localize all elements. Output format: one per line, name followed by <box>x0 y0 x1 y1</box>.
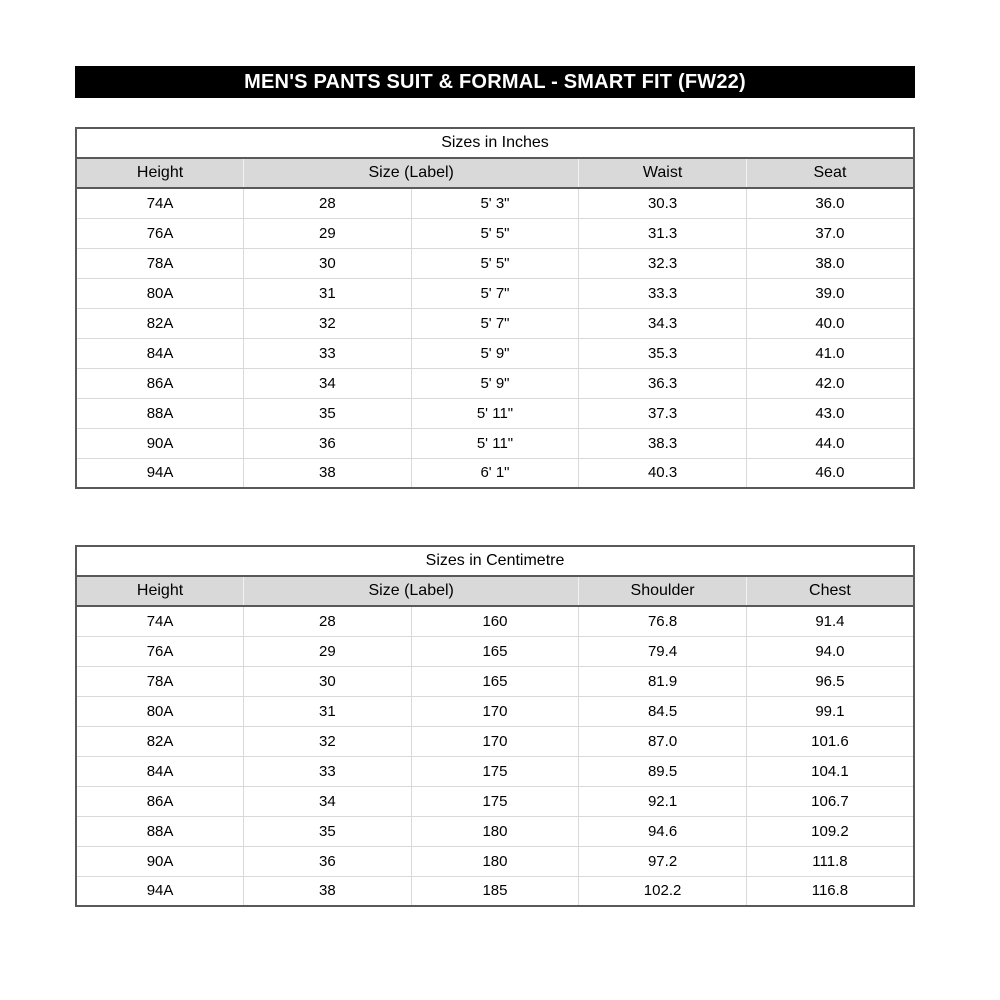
table-cell: 5' 11" <box>411 428 579 458</box>
table-cell: 33 <box>244 338 412 368</box>
table-cell: 42.0 <box>746 368 914 398</box>
table-row <box>76 278 914 308</box>
table-cell: 35 <box>244 816 412 846</box>
table-cell: 82A <box>76 308 244 338</box>
table-title: Sizes in Inches <box>76 128 914 158</box>
table-cell: 84A <box>76 338 244 368</box>
table-cell: 109.2 <box>746 816 914 846</box>
table-cell: 36 <box>244 846 412 876</box>
table-title-row <box>76 546 914 576</box>
table-cell: 44.0 <box>746 428 914 458</box>
table-title-row <box>76 128 914 158</box>
table-row <box>76 368 914 398</box>
column-header-shoulder: Shoulder <box>579 576 747 606</box>
table-cell: 170 <box>411 726 579 756</box>
table-cell: 97.2 <box>579 846 747 876</box>
table-cell: 185 <box>411 876 579 906</box>
table-cell: 5' 9" <box>411 338 579 368</box>
column-header-size-label: Size (Label) <box>244 576 579 606</box>
table-cell: 88A <box>76 816 244 846</box>
table-cell: 76A <box>76 636 244 666</box>
table-cell: 165 <box>411 636 579 666</box>
table-cell: 94.0 <box>746 636 914 666</box>
table-row <box>76 756 914 786</box>
table-row <box>76 726 914 756</box>
table-cell: 78A <box>76 248 244 278</box>
table-cell: 180 <box>411 846 579 876</box>
table-cell: 28 <box>244 188 412 218</box>
table-cell: 84.5 <box>579 696 747 726</box>
table-cell: 106.7 <box>746 786 914 816</box>
table-cell: 90A <box>76 846 244 876</box>
column-header-seat: Seat <box>746 158 914 188</box>
table-row <box>76 876 914 906</box>
table-cell: 38.0 <box>746 248 914 278</box>
table-cell: 37.0 <box>746 218 914 248</box>
table-cell: 79.4 <box>579 636 747 666</box>
table-cell: 92.1 <box>579 786 747 816</box>
table-cell: 5' 3" <box>411 188 579 218</box>
table-cell: 38.3 <box>579 428 747 458</box>
table-cell: 30 <box>244 666 412 696</box>
table-cell: 175 <box>411 786 579 816</box>
table-cell: 41.0 <box>746 338 914 368</box>
table-cell: 80A <box>76 278 244 308</box>
table-cell: 180 <box>411 816 579 846</box>
table-cell: 81.9 <box>579 666 747 696</box>
table-cell: 160 <box>411 606 579 636</box>
table-cell: 43.0 <box>746 398 914 428</box>
table-cell: 33.3 <box>579 278 747 308</box>
table-cell: 39.0 <box>746 278 914 308</box>
column-header-waist: Waist <box>579 158 747 188</box>
table-cell: 94.6 <box>579 816 747 846</box>
table-cell: 38 <box>244 458 412 488</box>
table-cell: 99.1 <box>746 696 914 726</box>
table-cell: 170 <box>411 696 579 726</box>
table-cell: 40.0 <box>746 308 914 338</box>
table-cell: 36 <box>244 428 412 458</box>
table-cell: 31 <box>244 278 412 308</box>
table-cell: 36.3 <box>579 368 747 398</box>
table-cell: 76A <box>76 218 244 248</box>
table-cell: 74A <box>146 612 174 630</box>
table-cell: 94A <box>76 458 244 488</box>
table-cell: 88A <box>76 398 244 428</box>
table-cell: 30 <box>244 248 412 278</box>
chart-title-banner <box>75 66 915 98</box>
table-cell: 87.0 <box>579 726 747 756</box>
table-row <box>76 218 914 248</box>
column-header-height: Height <box>76 158 244 188</box>
table-cell: 90A <box>76 428 244 458</box>
table-row <box>76 786 914 816</box>
table-cell: 101.6 <box>746 726 914 756</box>
table-cell: 5' 5" <box>411 218 579 248</box>
table-header-row <box>76 576 914 606</box>
table-cell: 28 <box>244 606 412 636</box>
table-cell: 175 <box>411 756 579 786</box>
table-cell: 91.4 <box>746 606 914 636</box>
table-row <box>76 846 914 876</box>
table-cell: 104.1 <box>746 756 914 786</box>
table-cell: 74A <box>146 194 174 212</box>
table-cell: 33 <box>244 756 412 786</box>
table-row <box>76 338 914 368</box>
table-cell: 40.3 <box>579 458 747 488</box>
table-row <box>76 666 914 696</box>
table-cell: 111.8 <box>746 846 914 876</box>
table-title: Sizes in Centimetre <box>76 546 914 576</box>
table-cell: 5' 9" <box>411 368 579 398</box>
chart-title: MEN'S PANTS SUIT & FORMAL - SMART FIT (FW22) <box>244 70 746 93</box>
table-cell: 46.0 <box>746 458 914 488</box>
table-cell: 29 <box>244 218 412 248</box>
sizes-in-inches-table <box>75 127 915 489</box>
column-header-height: Height <box>76 576 244 606</box>
table-row <box>76 188 914 218</box>
table-cell: 30.3 <box>579 188 747 218</box>
table-row <box>76 458 914 488</box>
table-row <box>76 428 914 458</box>
table-cell: 94A <box>76 876 244 906</box>
table-cell: 34 <box>244 368 412 398</box>
table-cell: 5' 11" <box>411 398 579 428</box>
table-cell: 35 <box>244 398 412 428</box>
table-cell: 34.3 <box>579 308 747 338</box>
table-cell: 80A <box>76 696 244 726</box>
table-cell: 78A <box>76 666 244 696</box>
table-row <box>76 308 914 338</box>
table-cell: 165 <box>411 666 579 696</box>
table-cell: 34 <box>244 786 412 816</box>
table-row <box>76 816 914 846</box>
table-cell: 35.3 <box>579 338 747 368</box>
table-cell: 5' 7" <box>411 278 579 308</box>
table-cell: 5' 5" <box>411 248 579 278</box>
table-cell: 31 <box>244 696 412 726</box>
table-cell: 89.5 <box>579 756 747 786</box>
table-cell: 6' 1" <box>411 458 579 488</box>
table-row <box>76 636 914 666</box>
table-cell: 32 <box>244 308 412 338</box>
table-cell: 36.0 <box>746 188 914 218</box>
table-cell: 38 <box>244 876 412 906</box>
table-cell: 32 <box>244 726 412 756</box>
table-row <box>76 606 914 636</box>
table-cell: 116.8 <box>746 876 914 906</box>
table-header-row <box>76 158 914 188</box>
table-cell: 86A <box>76 368 244 398</box>
table-cell: 37.3 <box>579 398 747 428</box>
table-cell: 32.3 <box>579 248 747 278</box>
table-cell: 84A <box>76 756 244 786</box>
table-cell: 76.8 <box>579 606 747 636</box>
column-header-chest: Chest <box>746 576 914 606</box>
table-row <box>76 248 914 278</box>
table-row <box>76 398 914 428</box>
table-cell: 82A <box>76 726 244 756</box>
table-cell: 96.5 <box>746 666 914 696</box>
table-row <box>76 696 914 726</box>
sizes-in-centimetre-table <box>75 545 915 907</box>
column-header-size-label: Size (Label) <box>244 158 579 188</box>
table-cell: 31.3 <box>579 218 747 248</box>
table-cell: 5' 7" <box>411 308 579 338</box>
table-cell: 102.2 <box>579 876 747 906</box>
table-cell: 86A <box>76 786 244 816</box>
table-cell: 29 <box>244 636 412 666</box>
